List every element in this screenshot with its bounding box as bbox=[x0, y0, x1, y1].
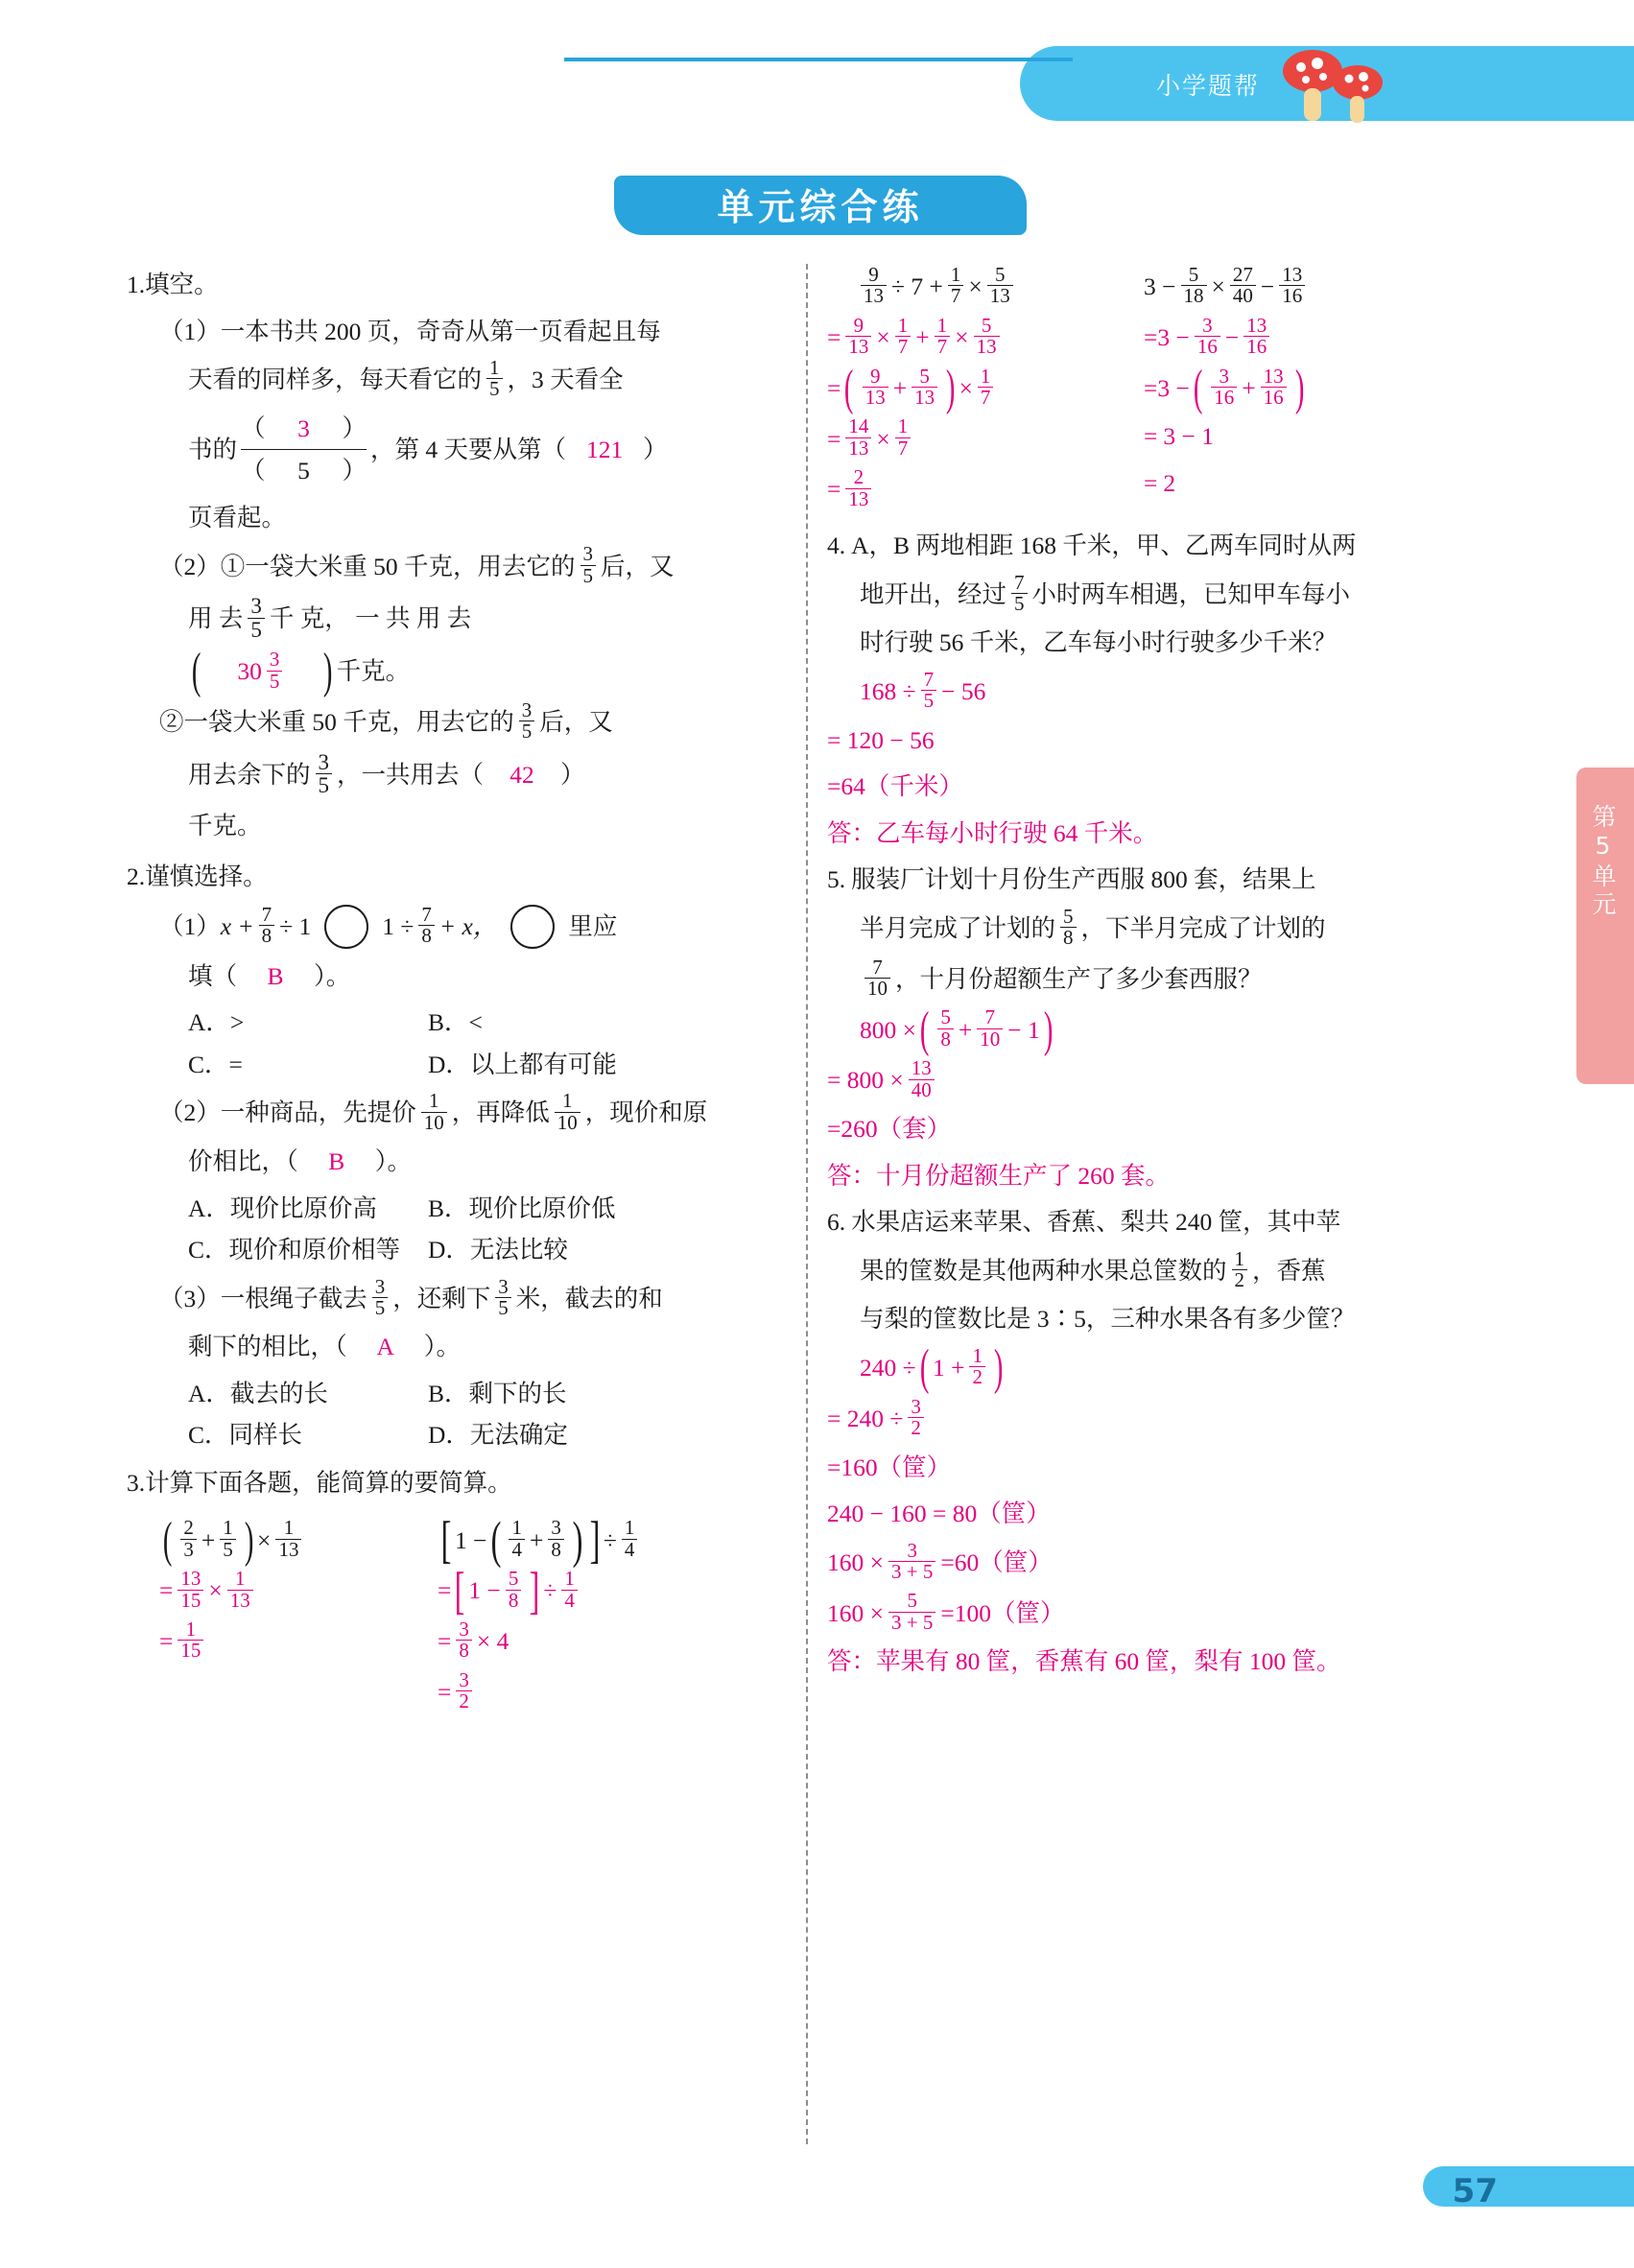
q6-line2-a: 果的筐数是其他两种水果总筐数的 bbox=[860, 1256, 1227, 1285]
q3-expr3-step2: = ( $\frac{9}{13}$ + $\frac{5}{13}$ ) × $\frac{1}{7}$ bbox=[827, 367, 1144, 410]
q1-item2-sub1-suffix: 后，又 bbox=[601, 552, 675, 580]
q1-item2-sub1-fraction: $\frac{3}{5}$ bbox=[580, 544, 597, 586]
q2-item2-line2-a: 价相比，（ bbox=[188, 1147, 298, 1176]
q3-expr2-step1-div: ÷ bbox=[543, 1576, 557, 1605]
q3-expr2-head: [ 1 − ( $\frac{1}{4}$ + $\frac{3}{8}$ ) ] ÷ $\frac{1}{4}$ bbox=[438, 1519, 725, 1561]
q2-item3-option-a[interactable]: A．截去的长 bbox=[188, 1379, 328, 1407]
q3-expr4-frac-3: $\frac{13}{16}$ bbox=[1279, 265, 1305, 307]
q4-answer bbox=[827, 815, 1518, 853]
q3-expr3-s1-f4: $\frac{5}{13}$ bbox=[974, 316, 1000, 358]
q2-item3-option-c[interactable]: C．同样长 bbox=[188, 1421, 303, 1450]
q4-solution-2 bbox=[827, 721, 1518, 760]
q4-sol2: = 120 − 56 bbox=[827, 725, 935, 754]
q2-item2-text-c: ，现价和原 bbox=[584, 1099, 708, 1127]
q3-expr4-head bbox=[1144, 263, 1432, 308]
question-5-line2 bbox=[827, 904, 1518, 950]
q3-expr2-step2-op: × 4 bbox=[476, 1627, 509, 1656]
q1-item2-sub2-line1 bbox=[127, 697, 798, 744]
q1-item1-line2 bbox=[127, 356, 798, 401]
q2-item3-text-a: 一根绳子截去 bbox=[220, 1284, 367, 1312]
q3-expressions-continued bbox=[827, 257, 1518, 519]
q5-line3-fraction: $\frac{7}{10}$ bbox=[864, 957, 890, 1000]
q1-item1-fraction-b: $\frac{1}{5}$ bbox=[486, 358, 503, 400]
q5-answer-text: 答：十月份超额生产了 260 套。 bbox=[827, 1161, 1171, 1190]
q2-item1-expr-a: x + bbox=[220, 911, 254, 940]
q4-line1: A，B 两地相距 168 千米，甲、乙两车同时从两 bbox=[851, 532, 1357, 560]
q1-item2-sub1-line2 bbox=[127, 596, 798, 642]
q3-expr4-s2-a: 3 − bbox=[1157, 373, 1190, 402]
q3-expr4-s3: 3 − 1 bbox=[1163, 422, 1215, 451]
q1-item2-sub2-line2-c: ） bbox=[560, 760, 585, 789]
q2-item1-option-d[interactable]: D．以上都有可能 bbox=[428, 1050, 617, 1078]
q2-item1-line2-a: 填（ bbox=[188, 961, 238, 990]
q2-item2-fraction-a: $\frac{1}{10}$ bbox=[421, 1091, 447, 1133]
q6-sol2-a: = 240 ÷ bbox=[827, 1404, 904, 1432]
q1-title: 填空。 bbox=[145, 271, 219, 298]
q3-expr4-head-a: 3 − bbox=[1144, 272, 1176, 301]
q3-expr1-step2-frac: $\frac{1}{15}$ bbox=[178, 1619, 203, 1662]
q2-item1-tail: 里应 bbox=[568, 911, 618, 940]
question-6-line2 bbox=[827, 1246, 1518, 1292]
q5-sol1-a: 800 × bbox=[860, 1015, 917, 1044]
q3-expr1-step1-frac-1: $\frac{13}{15}$ bbox=[178, 1569, 203, 1611]
q3-expr3-s3-f1: $\frac{14}{13}$ bbox=[845, 416, 871, 459]
q2-item3-line1 bbox=[127, 1274, 798, 1320]
q1-item2-sub1-line1 bbox=[127, 542, 798, 587]
q2-item1-line2 bbox=[127, 957, 798, 996]
q6-sol6-a: 160 × bbox=[827, 1598, 885, 1627]
q1-item2-sub1-answer-fraction: $\frac{3}{5}$ bbox=[267, 650, 283, 692]
q1-item1-label: （1） bbox=[159, 317, 221, 345]
mushroom-icon bbox=[1269, 38, 1394, 130]
q3-expr1-times: × bbox=[257, 1525, 272, 1554]
q3-expr3-s1-f3: $\frac{1}{7}$ bbox=[935, 316, 951, 358]
q3-expr3-step1: = $\frac{9}{13}$ × $\frac{1}{7}$ + $\frac{1}{7}$ × $\frac{5}{13}$ bbox=[827, 317, 1144, 359]
q5-line2-b: ，下半月完成了计划的 bbox=[1080, 913, 1326, 942]
q3-expressions bbox=[127, 1510, 798, 1721]
q2-title: 谨慎选择。 bbox=[145, 862, 268, 891]
q2-item1-circle-1[interactable] bbox=[324, 905, 368, 949]
q3-expr3-s2-times: × bbox=[959, 373, 973, 402]
q4-sol1-a: 168 ÷ bbox=[860, 677, 916, 706]
q3-expr3-head-a: ÷ 7 + bbox=[891, 272, 943, 301]
title-underline bbox=[564, 58, 1073, 61]
q2-item2-option-a[interactable]: A．现价比原价高 bbox=[188, 1193, 377, 1222]
q2-item1-expr-b-tail: + x， bbox=[438, 911, 498, 940]
question-4-line1 bbox=[827, 527, 1518, 565]
q2-item2-text-b: ，再降低 bbox=[451, 1099, 550, 1127]
q3-expr3-s2-plus: + bbox=[892, 373, 908, 402]
q1-item1-text-d: 书的 bbox=[188, 436, 238, 464]
q2-item1-expr-b-fraction: $\frac{7}{8}$ bbox=[418, 905, 435, 947]
q1-item2-sub2-fraction: $\frac{3}{5}$ bbox=[519, 700, 535, 743]
q6-solution-2 bbox=[827, 1394, 1518, 1440]
q3-expr4-s4: 2 bbox=[1163, 468, 1176, 497]
q3-expr3-head-b: × bbox=[968, 272, 983, 301]
q6-sol4: 240 − 160 = 80（筐） bbox=[827, 1500, 1051, 1528]
q3-expr4-s2-plus: + bbox=[1242, 373, 1256, 402]
q3-expr2-step3-frac: $\frac{3}{2}$ bbox=[456, 1670, 472, 1713]
q1-item1-text-b: 天看的同样多，每天看它的 bbox=[188, 366, 483, 394]
question-4-line2 bbox=[827, 570, 1518, 616]
q3-expr4-step1: = 3 − $\frac{3}{16}$ − $\frac{13}{16}$ bbox=[1144, 317, 1432, 359]
q5-line2-a: 半月完成了计划的 bbox=[860, 913, 1056, 942]
q1-item1-text-g: 页看起。 bbox=[188, 503, 287, 532]
q2-item3-line2-a: 剩下的相比，（ bbox=[188, 1333, 347, 1361]
q5-sol1-f2: $\frac{7}{10}$ bbox=[977, 1007, 1003, 1050]
q3-expression-3 bbox=[827, 257, 1144, 519]
q6-line2-fraction: $\frac{1}{2}$ bbox=[1232, 1249, 1248, 1291]
page-number: 57 bbox=[1452, 2172, 1498, 2210]
q3-expr3-frac-2: $\frac{1}{7}$ bbox=[948, 265, 964, 307]
page-title: 单元综合练 bbox=[717, 186, 924, 228]
q3-expr3-s2-f3: $\frac{1}{7}$ bbox=[978, 366, 994, 409]
q3-expr4-s2-f1: $\frac{3}{16}$ bbox=[1211, 366, 1237, 409]
q3-expr4-frac-2: $\frac{27}{40}$ bbox=[1230, 265, 1256, 307]
q3-expr3-s2-f2: $\frac{5}{13}$ bbox=[912, 366, 937, 409]
question-2-heading bbox=[127, 858, 798, 896]
q2-item3-answer[interactable]: A bbox=[376, 1333, 394, 1361]
left-column bbox=[127, 257, 798, 1722]
q2-item2-option-d[interactable]: D．无法比较 bbox=[428, 1236, 568, 1264]
q5-solution-1: 800 × ( $\frac{5}{8}$ + $\frac{7}{10}$ − 1 ) bbox=[860, 1002, 1054, 1057]
q6-line1: 水果店运来苹果、香蕉、梨共 240 筐，其中苹 bbox=[851, 1208, 1341, 1237]
q4-solution-1 bbox=[827, 667, 1518, 713]
q6-answer-text: 答：苹果有 80 筐，香蕉有 60 筐，梨有 100 筐。 bbox=[827, 1647, 1341, 1676]
q2-item3-options-row1 bbox=[127, 1375, 798, 1413]
q3-expr2-step1-frac-1: $\frac{5}{8}$ bbox=[506, 1569, 522, 1611]
q5-solution-3 bbox=[827, 1110, 1518, 1148]
q5-line3-b: ，十月份超额生产了多少套西服？ bbox=[895, 964, 1263, 993]
q3-expression-4 bbox=[1144, 257, 1432, 519]
q3-expr1-step1: = $\frac{13}{15}$ × $\frac{1}{13}$ bbox=[159, 1570, 438, 1612]
q2-item2-option-c[interactable]: C．现价和原价相等 bbox=[188, 1236, 401, 1264]
q3-expr2-step2: = $\frac{3}{8}$ × 4 bbox=[438, 1618, 509, 1663]
q3-expr1-frac-2: $\frac{1}{5}$ bbox=[220, 1518, 236, 1560]
q6-solution-4 bbox=[827, 1495, 1518, 1533]
q3-expr4-head-c: − bbox=[1260, 272, 1275, 301]
q2-item2-line2 bbox=[127, 1143, 798, 1181]
q4-line2-a: 地开出，经过 bbox=[860, 579, 1007, 608]
q4-line2-fraction: $\frac{7}{5}$ bbox=[1011, 573, 1028, 615]
q3-number: 3. bbox=[127, 1468, 146, 1497]
q3-expr3-frac-1: $\frac{9}{13}$ bbox=[861, 265, 887, 307]
q2-item3-text-c: 米，截去的和 bbox=[515, 1284, 663, 1312]
q1-number: 1. bbox=[127, 271, 146, 298]
q5-answer bbox=[827, 1157, 1518, 1195]
q2-item3-option-b[interactable]: B．剩下的长 bbox=[428, 1379, 567, 1407]
q6-sol1-one: 1 + bbox=[932, 1354, 965, 1382]
question-6-line3 bbox=[827, 1300, 1518, 1338]
q1-item2-sub2-line2 bbox=[127, 749, 798, 798]
q2-item3-text-b: ，还剩下 bbox=[392, 1284, 491, 1312]
q3-expr4-s1-f1: $\frac{3}{16}$ bbox=[1195, 316, 1220, 358]
q3-expr1-frac-3: $\frac{1}{13}$ bbox=[275, 1518, 301, 1560]
q3-expr2-plus: + bbox=[529, 1525, 544, 1554]
q2-item1-answer[interactable]: B bbox=[267, 961, 284, 990]
q6-sol6-fraction: $\frac{5}{3 + 5}$ bbox=[888, 1591, 935, 1633]
q3-expr4-s1-f2: $\frac{13}{16}$ bbox=[1243, 316, 1269, 358]
q3-expr3-frac-3: $\frac{5}{13}$ bbox=[987, 265, 1013, 307]
q5-line2-fraction: $\frac{5}{8}$ bbox=[1060, 907, 1077, 949]
q4-sol1-fraction: $\frac{7}{5}$ bbox=[921, 670, 937, 712]
q2-item1-label: （1） bbox=[159, 911, 221, 940]
question-3-heading bbox=[127, 1464, 798, 1502]
q3-expr3-s1-f2: $\frac{1}{7}$ bbox=[895, 316, 912, 358]
q1-item1-text-c: ，3 天看全 bbox=[507, 366, 624, 394]
q3-expr2-one: 1 − bbox=[454, 1525, 487, 1554]
q2-item3-fraction-b: $\frac{3}{5}$ bbox=[495, 1277, 511, 1319]
q3-expression-2 bbox=[438, 1510, 725, 1721]
q3-expr4-head-b: × bbox=[1211, 272, 1225, 301]
question-4-line3 bbox=[827, 624, 1518, 662]
q1-item2-sub1-prefix: ①一袋大米重 50 千克，用去它的 bbox=[220, 552, 576, 580]
q2-item1-line2-b: ）。 bbox=[314, 961, 351, 990]
q5-sol1-minus: − 1 bbox=[1007, 1015, 1040, 1044]
q1-item2-sub2-answer[interactable]: 42 bbox=[509, 760, 534, 789]
q2-item1-options-row2 bbox=[127, 1046, 798, 1084]
q2-item3-fraction-a: $\frac{3}{5}$ bbox=[372, 1277, 389, 1319]
q1-item2-sub2-line2-fraction: $\frac{3}{5}$ bbox=[316, 751, 333, 797]
q3-expr2-frac-1: $\frac{1}{4}$ bbox=[509, 1518, 525, 1560]
q1-item2-sub2-line2-b: ，一共用去（ bbox=[337, 760, 485, 789]
q6-line3: 与梨的筐数比是 3∶5，三种水果各有多少筐？ bbox=[860, 1305, 1356, 1334]
q1-item1-answer-numerator: 3 bbox=[297, 413, 310, 442]
q5-sol2-a: = 800 × bbox=[827, 1066, 904, 1095]
q2-item1-line1 bbox=[127, 902, 798, 949]
q2-item1-options-row1 bbox=[127, 1004, 798, 1042]
q1-item1-answer-denominator: 5 bbox=[297, 457, 310, 485]
q1-item2-sub1-line3-tail: 千克。 bbox=[336, 657, 411, 686]
q6-sol2-fraction: $\frac{3}{2}$ bbox=[908, 1397, 924, 1439]
q6-sol5-b: =60（筐） bbox=[940, 1547, 1053, 1576]
q1-item2-label: （2） bbox=[159, 552, 221, 580]
q2-item1-expr-b: 1 ÷ bbox=[382, 911, 414, 940]
question-5-line1 bbox=[827, 861, 1518, 899]
q2-item1-option-a[interactable]: A．> bbox=[188, 1008, 245, 1037]
q2-item3-label: （3） bbox=[159, 1284, 221, 1312]
q4-answer-text: 答：乙车每小时行驶 64 千米。 bbox=[827, 818, 1158, 847]
q2-item3-options-row2 bbox=[127, 1416, 798, 1454]
q4-line3: 时行驶 56 千米，乙车每小时行驶多少千米？ bbox=[860, 628, 1338, 657]
q3-expr2-step1-frac-2: $\frac{1}{4}$ bbox=[561, 1569, 578, 1611]
q2-item1-circle-2[interactable] bbox=[510, 905, 555, 949]
q2-item2-label: （2） bbox=[159, 1099, 221, 1127]
q3-expr4-s1-b: − bbox=[1224, 322, 1240, 351]
q3-expr2-frac-2: $\frac{3}{8}$ bbox=[548, 1518, 564, 1560]
q1-item2-sub1-line2-a: 用 去 bbox=[188, 604, 244, 633]
q6-line2-b: ，香蕉 bbox=[1252, 1256, 1326, 1285]
q1-item2-sub1-line2-fraction: $\frac{3}{5}$ bbox=[248, 595, 265, 641]
q3-expr4-s1-a: 3 − bbox=[1157, 322, 1190, 351]
q3-expr4-step3: = 3 − 1 bbox=[1144, 417, 1432, 456]
question-1-heading bbox=[127, 266, 798, 304]
q3-expr2-div: ÷ bbox=[603, 1525, 617, 1554]
q1-item2-sub2-prefix: ②一袋大米重 50 千克，用去它的 bbox=[159, 708, 514, 737]
q1-item1-line3 bbox=[127, 410, 798, 490]
q3-title: 计算下面各题，能简算的要简算。 bbox=[145, 1468, 512, 1497]
q3-expr3-s3-f2: $\frac{1}{7}$ bbox=[895, 416, 912, 459]
q5-number: 5. bbox=[827, 865, 846, 894]
q1-item1-text-a: 一本书共 200 页，奇奇从第一页看起且每 bbox=[220, 317, 661, 345]
q4-number: 4. bbox=[827, 532, 846, 560]
q6-sol3: =160（筐） bbox=[827, 1453, 952, 1481]
question-6-line1 bbox=[827, 1203, 1518, 1241]
q4-sol1-b: − 56 bbox=[941, 677, 986, 706]
q3-expr2-step3: = $\frac{3}{2}$ bbox=[438, 1671, 725, 1713]
q3-expr2-step2-frac: $\frac{3}{8}$ bbox=[456, 1619, 472, 1662]
q3-expr1-step1-op: × bbox=[208, 1576, 223, 1605]
unit-side-tab-label: 第5单元 bbox=[1589, 804, 1617, 919]
q3-expr3-s1-b: + bbox=[915, 322, 930, 351]
q3-expr1-head: ( $\frac{2}{3}$ + $\frac{1}{5}$ ) × $\frac{1}{13}$ bbox=[159, 1519, 438, 1561]
q6-solution-5 bbox=[827, 1538, 1518, 1584]
q1-item1-line1 bbox=[127, 313, 798, 351]
q6-solution-1: 240 ÷ ( 1 + $\frac{1}{2}$ ) bbox=[860, 1340, 1004, 1396]
q3-expr4-step4: = 2 bbox=[1144, 464, 1432, 503]
question-5-line3 bbox=[827, 955, 1518, 1001]
q2-item2-option-b[interactable]: B．现价比原价低 bbox=[428, 1193, 616, 1222]
q2-item2-options-row1 bbox=[127, 1190, 798, 1228]
q6-sol6-b: =100（筐） bbox=[940, 1598, 1065, 1627]
q3-expr4-s2-f2: $\frac{13}{16}$ bbox=[1261, 366, 1287, 409]
q2-item2-line2-b: ）。 bbox=[374, 1147, 413, 1176]
q2-item1-option-b[interactable]: B．< bbox=[428, 1008, 483, 1037]
q2-item2-fraction-b: $\frac{1}{10}$ bbox=[555, 1091, 580, 1133]
q1-item2-sub2-line2-a: 用去余下的 bbox=[188, 760, 311, 789]
unit-side-tab bbox=[1576, 768, 1634, 1084]
q1-item1-text-e: ，第 4 天要从第（ bbox=[370, 436, 567, 464]
q5-line1: 服装厂计划十月份生产西服 800 套，结果上 bbox=[851, 865, 1316, 894]
q2-item2-answer[interactable]: B bbox=[328, 1147, 345, 1176]
q3-expr2-step1-one: 1 − bbox=[468, 1576, 501, 1605]
q3-expr1-step1-frac-2: $\frac{1}{13}$ bbox=[227, 1569, 253, 1611]
q5-sol1-plus: + bbox=[958, 1015, 973, 1044]
q5-sol3: =260（套） bbox=[827, 1115, 952, 1144]
q2-item1-expr-a-fraction: $\frac{7}{8}$ bbox=[259, 905, 275, 947]
q6-sol5-fraction: $\frac{3}{3 + 5}$ bbox=[888, 1541, 935, 1583]
q1-item2-sub1-answer-group[interactable]: ( 30 $\frac{3}{5}$ ) bbox=[191, 644, 333, 699]
q5-solution-2 bbox=[827, 1056, 1518, 1101]
q2-item2-options-row2 bbox=[127, 1231, 798, 1269]
q2-item2-text-a: 一种商品，先提价 bbox=[220, 1099, 416, 1127]
q4-line2-b: 小时两车相遇，已知甲车每小 bbox=[1031, 579, 1351, 608]
q6-solution-3 bbox=[827, 1449, 1518, 1487]
q6-number: 6. bbox=[827, 1208, 846, 1237]
q1-item2-sub2-line3 bbox=[127, 807, 798, 845]
q3-expr3-s1-a: × bbox=[876, 322, 890, 351]
q3-expr3-s2-f1: $\frac{9}{13}$ bbox=[863, 366, 888, 409]
q2-item3-line2-b: ）。 bbox=[423, 1333, 462, 1361]
q3-expr2-step1: = [ 1 − $\frac{5}{8}$ ] ÷ $\frac{1}{4}$ bbox=[438, 1570, 725, 1612]
q1-item2-sub1-answer-int: 30 bbox=[237, 657, 262, 686]
column-divider bbox=[806, 264, 808, 2144]
q1-item2-sub2-line3-text: 千克。 bbox=[188, 811, 262, 839]
q6-answer bbox=[827, 1642, 1518, 1681]
q2-item1-option-c[interactable]: C．= bbox=[188, 1050, 243, 1078]
q2-item3-option-d[interactable]: D．无法确定 bbox=[428, 1421, 568, 1450]
q2-number: 2. bbox=[127, 862, 146, 891]
q3-expression-1 bbox=[159, 1510, 438, 1721]
q2-item3-line2 bbox=[127, 1328, 798, 1366]
q3-expr1-step2: = $\frac{1}{15}$ bbox=[159, 1620, 438, 1663]
q3-expr2-frac-3: $\frac{1}{4}$ bbox=[622, 1518, 638, 1560]
q5-sol2-fraction: $\frac{13}{40}$ bbox=[909, 1058, 935, 1100]
q3-expr3-head bbox=[827, 263, 1144, 308]
q3-expr1-plus: + bbox=[201, 1525, 216, 1554]
q1-item1-answer-fraction[interactable]: （ 3 ） （ 5 ） bbox=[241, 410, 367, 490]
q4-solution-3 bbox=[827, 768, 1518, 806]
q1-item2-sub1-line2-b: 千 克， 一 共 用 去 bbox=[269, 604, 472, 633]
q3-expr3-s1-c: × bbox=[955, 322, 969, 351]
q6-solution-6 bbox=[827, 1589, 1518, 1634]
q3-expr3-step4: = $\frac{2}{13}$ bbox=[827, 468, 1144, 510]
right-column bbox=[827, 257, 1518, 1689]
q3-expr3-s4-f: $\frac{2}{13}$ bbox=[845, 467, 871, 509]
q1-item2-sub1-line3 bbox=[127, 644, 798, 699]
q1-item1-line4 bbox=[127, 499, 798, 537]
q1-item1-answer-page[interactable]: 121 bbox=[585, 436, 624, 464]
q6-sol1-a: 240 ÷ bbox=[860, 1354, 916, 1382]
q3-expr1-frac-1: $\frac{2}{3}$ bbox=[180, 1518, 197, 1560]
q3-expr3-s1-f1: $\frac{9}{13}$ bbox=[845, 316, 871, 358]
q1-item2-sub2-suffix: 后，又 bbox=[539, 708, 613, 737]
q4-sol3: =64（千米） bbox=[827, 772, 963, 801]
q1-item1-text-f: ） bbox=[643, 436, 668, 464]
q2-item1-expr-a-tail: ÷ 1 bbox=[279, 911, 312, 940]
q3-expr4-step2: = 3 − ( $\frac{3}{16}$ + $\frac{13}{16}$ ) bbox=[1144, 360, 1305, 415]
q2-item2-line1 bbox=[127, 1089, 798, 1134]
brand-label: 小学题帮 bbox=[1155, 72, 1260, 100]
q3-expr3-s3-times: × bbox=[876, 424, 890, 453]
q6-sol5-a: 160 × bbox=[827, 1547, 885, 1576]
q5-sol1-f1: $\frac{5}{8}$ bbox=[937, 1007, 954, 1050]
q3-expr4-frac-1: $\frac{5}{18}$ bbox=[1181, 265, 1207, 307]
q3-expr3-step3: = $\frac{14}{13}$ × $\frac{1}{7}$ bbox=[827, 417, 1144, 460]
q6-sol1-fraction: $\frac{1}{2}$ bbox=[969, 1346, 985, 1388]
